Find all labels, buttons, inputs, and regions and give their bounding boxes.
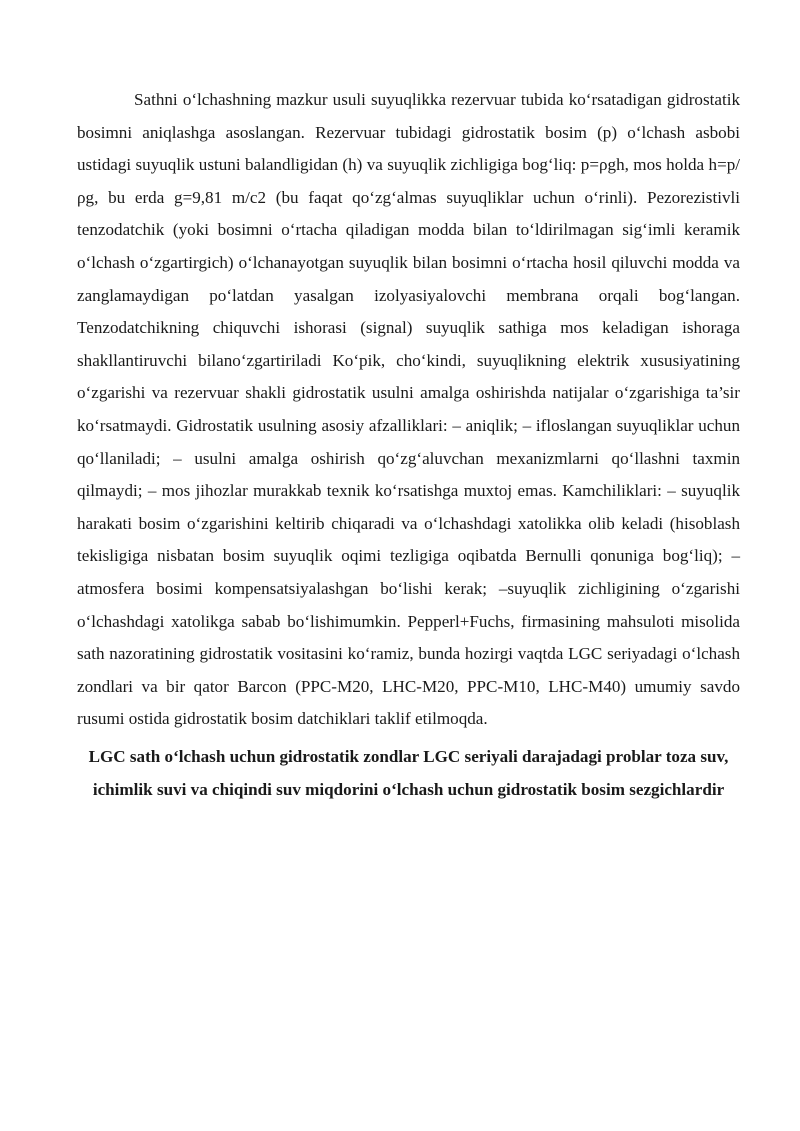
page-content bbox=[77, 84, 740, 806]
body-paragraph: Sathni o‘lchashning mazkur usuli suyuqlikka rezervuar tubida ko‘rsatadigan gidrostatik bosimni aniqlashga asoslangan. Rezervuar tubidagi gidrostatik bosim (p) o‘lchash asbobi ustidagi suyuqlik ustuni balandligidan (h) va suyuqlik zichligiga bog‘liq: p=ρgh, mos holda h=p/ρg, bu erda g=9,81 m/c2 (bu faqat qo‘zg‘almas suyuqliklar uchun o‘rinli). Pezorezistivli tenzodatchik (yoki bosimni o‘rtacha qiladigan modda bilan to‘ldirilmagan sig‘imli keramik o‘lchash o‘zgartirgich) o‘lchanayotgan suyuqlik bilan bosimni o‘rtacha hosil qiluvchi modda va zanglamaydigan po‘latdan yasalgan izolyasiyalovchi membrana orqali bog‘langan. Tenzodatchikning chiquvchi ishorasi (signal) suyuqlik sathiga mos keladigan ishoraga shakllantiruvchi bilano‘zgartiriladi Ko‘pik, cho‘kindi, suyuqlikning elektrik xususiyatining o‘zgarishi va rezervuar shakli gidrostatik usulni amalga oshirishda natijalar o‘zgarishiga ta’sir ko‘rsatmaydi. Gidrostatik usulning asosiy afzalliklari: – aniqlik; – ifloslangan suyuqliklar uchun qo‘llaniladi; – usulni amalga oshirish qo‘zg‘aluvchan mexanizmlarni qo‘llashni taxmin qilmaydi; – mos jihozlar murakkab texnik ko‘rsatishga muxtoj emas. Kamchiliklari: – suyuqlik harakati bosim o‘zgarishini keltirib chiqaradi va o‘lchashdagi xatolikka olib keladi (hisoblash tekisligiga nisbatan bosim suyuqlik oqimi tezligiga oqibatda Bernulli qonuniga bog‘liq); – atmosfera bosimi kompensatsiyalashgan bo‘lishi kerak; –suyuqlik zichligining o‘zgarishi o‘lchashdagi xatolikga sabab bo‘lishimumkin. Pepperl+Fuchs, firmasining mahsuloti misolida sath nazoratining gidrostatik vositasini ko‘ramiz, bunda hozirgi vaqtda LGC seriyadagi o‘lchash zondlari va bir qator Barcon (PPC-M20, LHC-M20, PPC-M10, LHC-M40) umumiy savdo rusumi ostida gidrostatik bosim datchiklari taklif etilmoqda. bbox=[77, 90, 740, 729]
section-heading: LGC sath o‘lchash uchun gidrostatik zondlar LGC seriyali darajadagi problar toza suv, ichimlik suvi va chiqindi suv miqdorini o‘lchash uchun gidrostatik bosim sezgichlardir bbox=[88, 746, 729, 800]
